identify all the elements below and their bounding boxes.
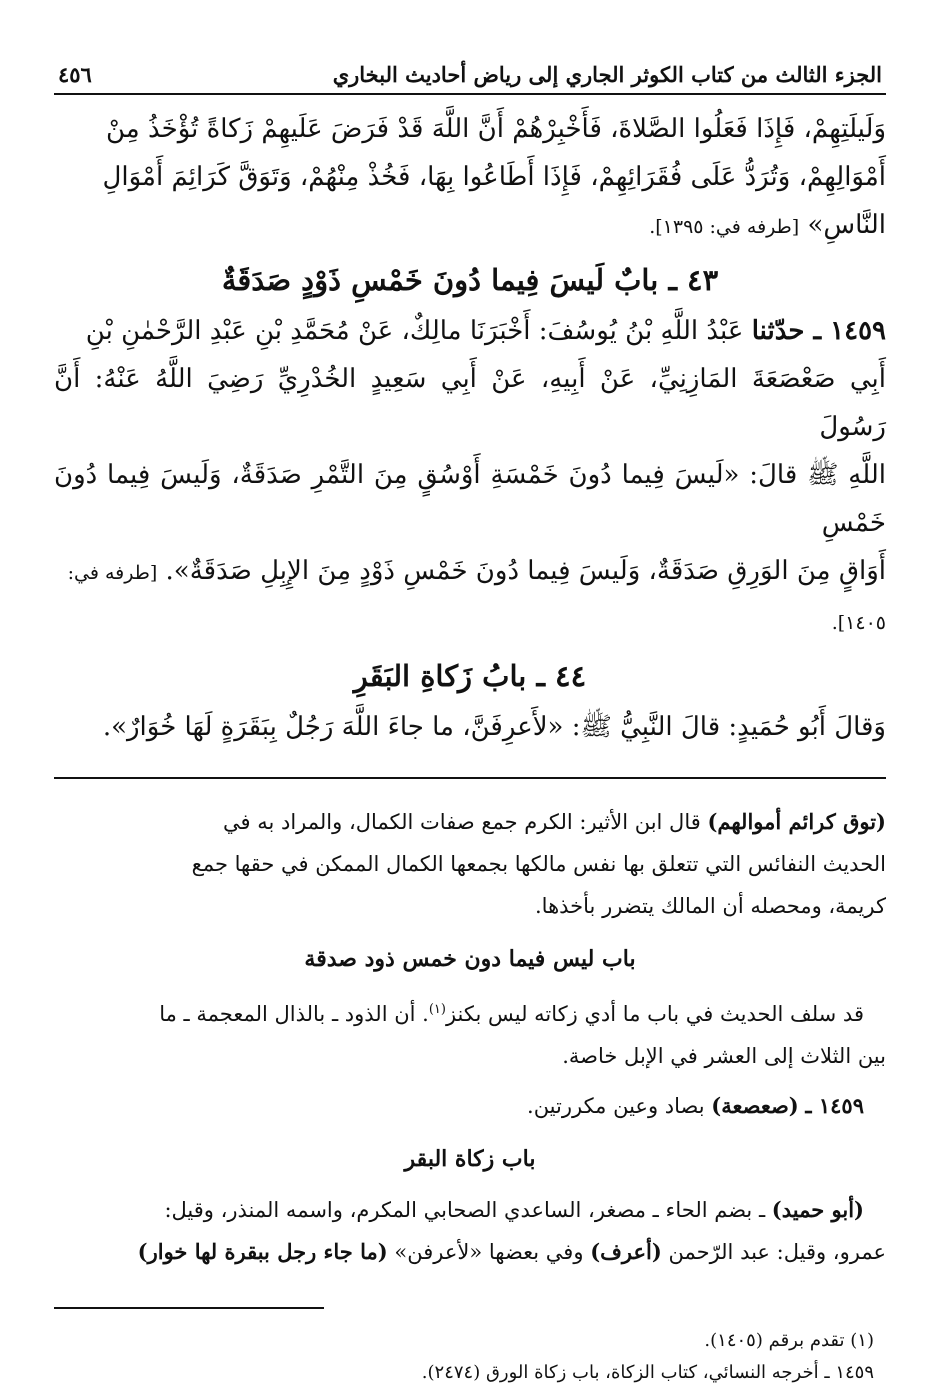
commentary-heading: باب زكاة البقر xyxy=(404,1146,536,1172)
commentary xyxy=(54,801,886,1273)
commentary-line xyxy=(54,1085,886,1127)
commentary-line: الحديث النفائس التي تتعلق بها نفس مالكها بجمعها الكمال الممكن في حقها جمع xyxy=(191,852,886,876)
text-line: وَلَيلَتِهِمْ، فَإِذَا فَعَلُوا الصَّلاةَ، فَأَخْبِرْهُمْ أَنَّ اللَّهَ قَدْ فَرَضَ عَلَيهِمْ زَكاةً تُؤْخَذُ مِنْ xyxy=(106,114,886,144)
commentary-lemma: (أعرف) xyxy=(590,1239,662,1264)
cross-reference: [طرفه في: ١٣٩٥]. xyxy=(649,216,800,238)
text-fragment: أَوَاقٍ مِنَ الوَرِقِ صَدَقَةٌ، وَلَيسَ فِيما دُونَ خَمْسِ ذَوْدٍ مِنَ الإِبِلِ صَدَقَةٌ». xyxy=(165,556,886,586)
commentary-lemma: (ما جاء رجل ببقرة لها خوار) xyxy=(137,1239,388,1264)
hadith-1459 xyxy=(54,307,886,647)
hadith-number: ١٤٥٩ ـ حدّثنا xyxy=(751,316,886,346)
section-divider xyxy=(54,777,886,779)
commentary-lemma: (أبو حميد) xyxy=(771,1197,864,1222)
hadith-continuation xyxy=(54,105,886,251)
footnote-marker: (١) xyxy=(428,1002,446,1017)
cross-reference: ١٤٠٥]. xyxy=(831,612,886,634)
commentary-line xyxy=(54,1189,886,1231)
footnote-rule xyxy=(54,1307,324,1309)
page-header xyxy=(54,62,886,93)
commentary-lemma: (صعصعة) xyxy=(711,1093,799,1118)
text-fragment: . أن الذود ـ بالذال المعجمة ـ ما xyxy=(159,1002,429,1026)
footnotes xyxy=(54,1325,886,1389)
text-line: أَمْوَالِهِمْ، وَتُرَدُّ عَلَى فُقَرَائِهِمْ، فَإِذَا أَطَاعُوا بِهَا، فَخُذْ مِنْهُمْ، وَتَوَقَّ كَرَائِمَ أَمْوَالِ xyxy=(102,162,886,192)
footnote: ١٤٥٩ ـ أخرجه النسائي، كتاب الزكاة، باب زكاة الورق (٢٤٧٤). xyxy=(421,1362,874,1383)
header-rule xyxy=(54,93,886,95)
commentary-line xyxy=(54,801,886,843)
text-fragment: بصاد وعين مكررتين. xyxy=(527,1094,705,1118)
running-title: الجزء الثالث من كتاب الكوثر الجاري إلى رياض أحاديث البخاري xyxy=(332,62,882,87)
text-line: اللَّهِ ﷺ قالَ: «لَيسَ فِيما دُونَ خَمْسَةِ أَوْسُقٍ مِنَ التَّمْرِ صَدَقَةٌ، وَلَيسَ فِيما دُونَ خَمْسِ xyxy=(54,460,886,538)
cross-reference: [طرفه في: xyxy=(67,562,158,584)
text-line xyxy=(54,201,886,251)
text-line xyxy=(54,307,886,355)
chapter-heading-44: ٤٤ ـ بابُ زَكاةِ البَقَرِ xyxy=(353,659,587,693)
chapter-heading-43: ٤٣ ـ بابٌ لَيسَ فِيما دُونَ خَمْسِ ذَوْدٍ صَدَقَةٌ xyxy=(221,263,719,297)
text-fragment: وفي بعضها «لأعرفن» xyxy=(394,1240,584,1264)
hadith-number: ١٤٥٩ ـ xyxy=(805,1093,864,1118)
commentary-line: بين الثلاث إلى العشر في الإبل خاصة. xyxy=(562,1044,886,1068)
text-line: وَقالَ أَبُو حُمَيدٍ: قالَ النَّبِيُّ ﷺ: «لأَعرِفَنَّ، ما جاءَ اللَّهَ رَجُلٌ بِبَقَرَةٍ لَهَا خُوَارٌ». xyxy=(102,712,886,742)
commentary-lemma: (توق كرائم أموالهم) xyxy=(707,809,886,834)
commentary-line xyxy=(54,989,886,1035)
text-fragment: ـ بضم الحاء ـ مصغر، الساعدي الصحابي المكرم، واسمه المنذر، وقيل: xyxy=(164,1198,766,1222)
footnote: (١) تقدم برقم (١٤٠٥). xyxy=(704,1330,874,1351)
text-fragment: النَّاسِ» xyxy=(807,210,886,240)
text-fragment: عَبْدُ اللَّهِ بْنُ يُوسُفَ: أَخْبَرَنَا مالِكٌ، عَنْ مُحَمَّدِ بْنِ عَبْدِ الرَّحْمٰنِ بْنِ xyxy=(85,316,744,346)
text-fragment: قال ابن الأثير: الكرم جمع صفات الكمال، والمراد به في xyxy=(222,810,701,834)
commentary-line xyxy=(54,1231,886,1273)
text-line xyxy=(54,597,886,647)
text-fragment: قد سلف الحديث في باب ما أدي زكاته ليس بكنز xyxy=(445,1002,864,1026)
commentary-heading: باب ليس فيما دون خمس ذود صدقة xyxy=(304,946,636,972)
page-number: ٤٥٦ xyxy=(58,62,92,87)
text-line xyxy=(54,547,886,597)
commentary-line: كريمة، ومحصله أن المالك يتضرر بأخذها. xyxy=(535,894,886,918)
text-fragment: عمرو، وقيل: عبد الرّحمن xyxy=(668,1240,886,1264)
text-line: أَبِي صَعْصَعَةَ المَازِنِيِّ، عَنْ أَبِيهِ، عَنْ أَبِي سَعِيدٍ الخُدْرِيِّ رَضِيَ اللَّهُ عَنْهُ: أَنَّ رَسُولَ xyxy=(54,364,886,442)
